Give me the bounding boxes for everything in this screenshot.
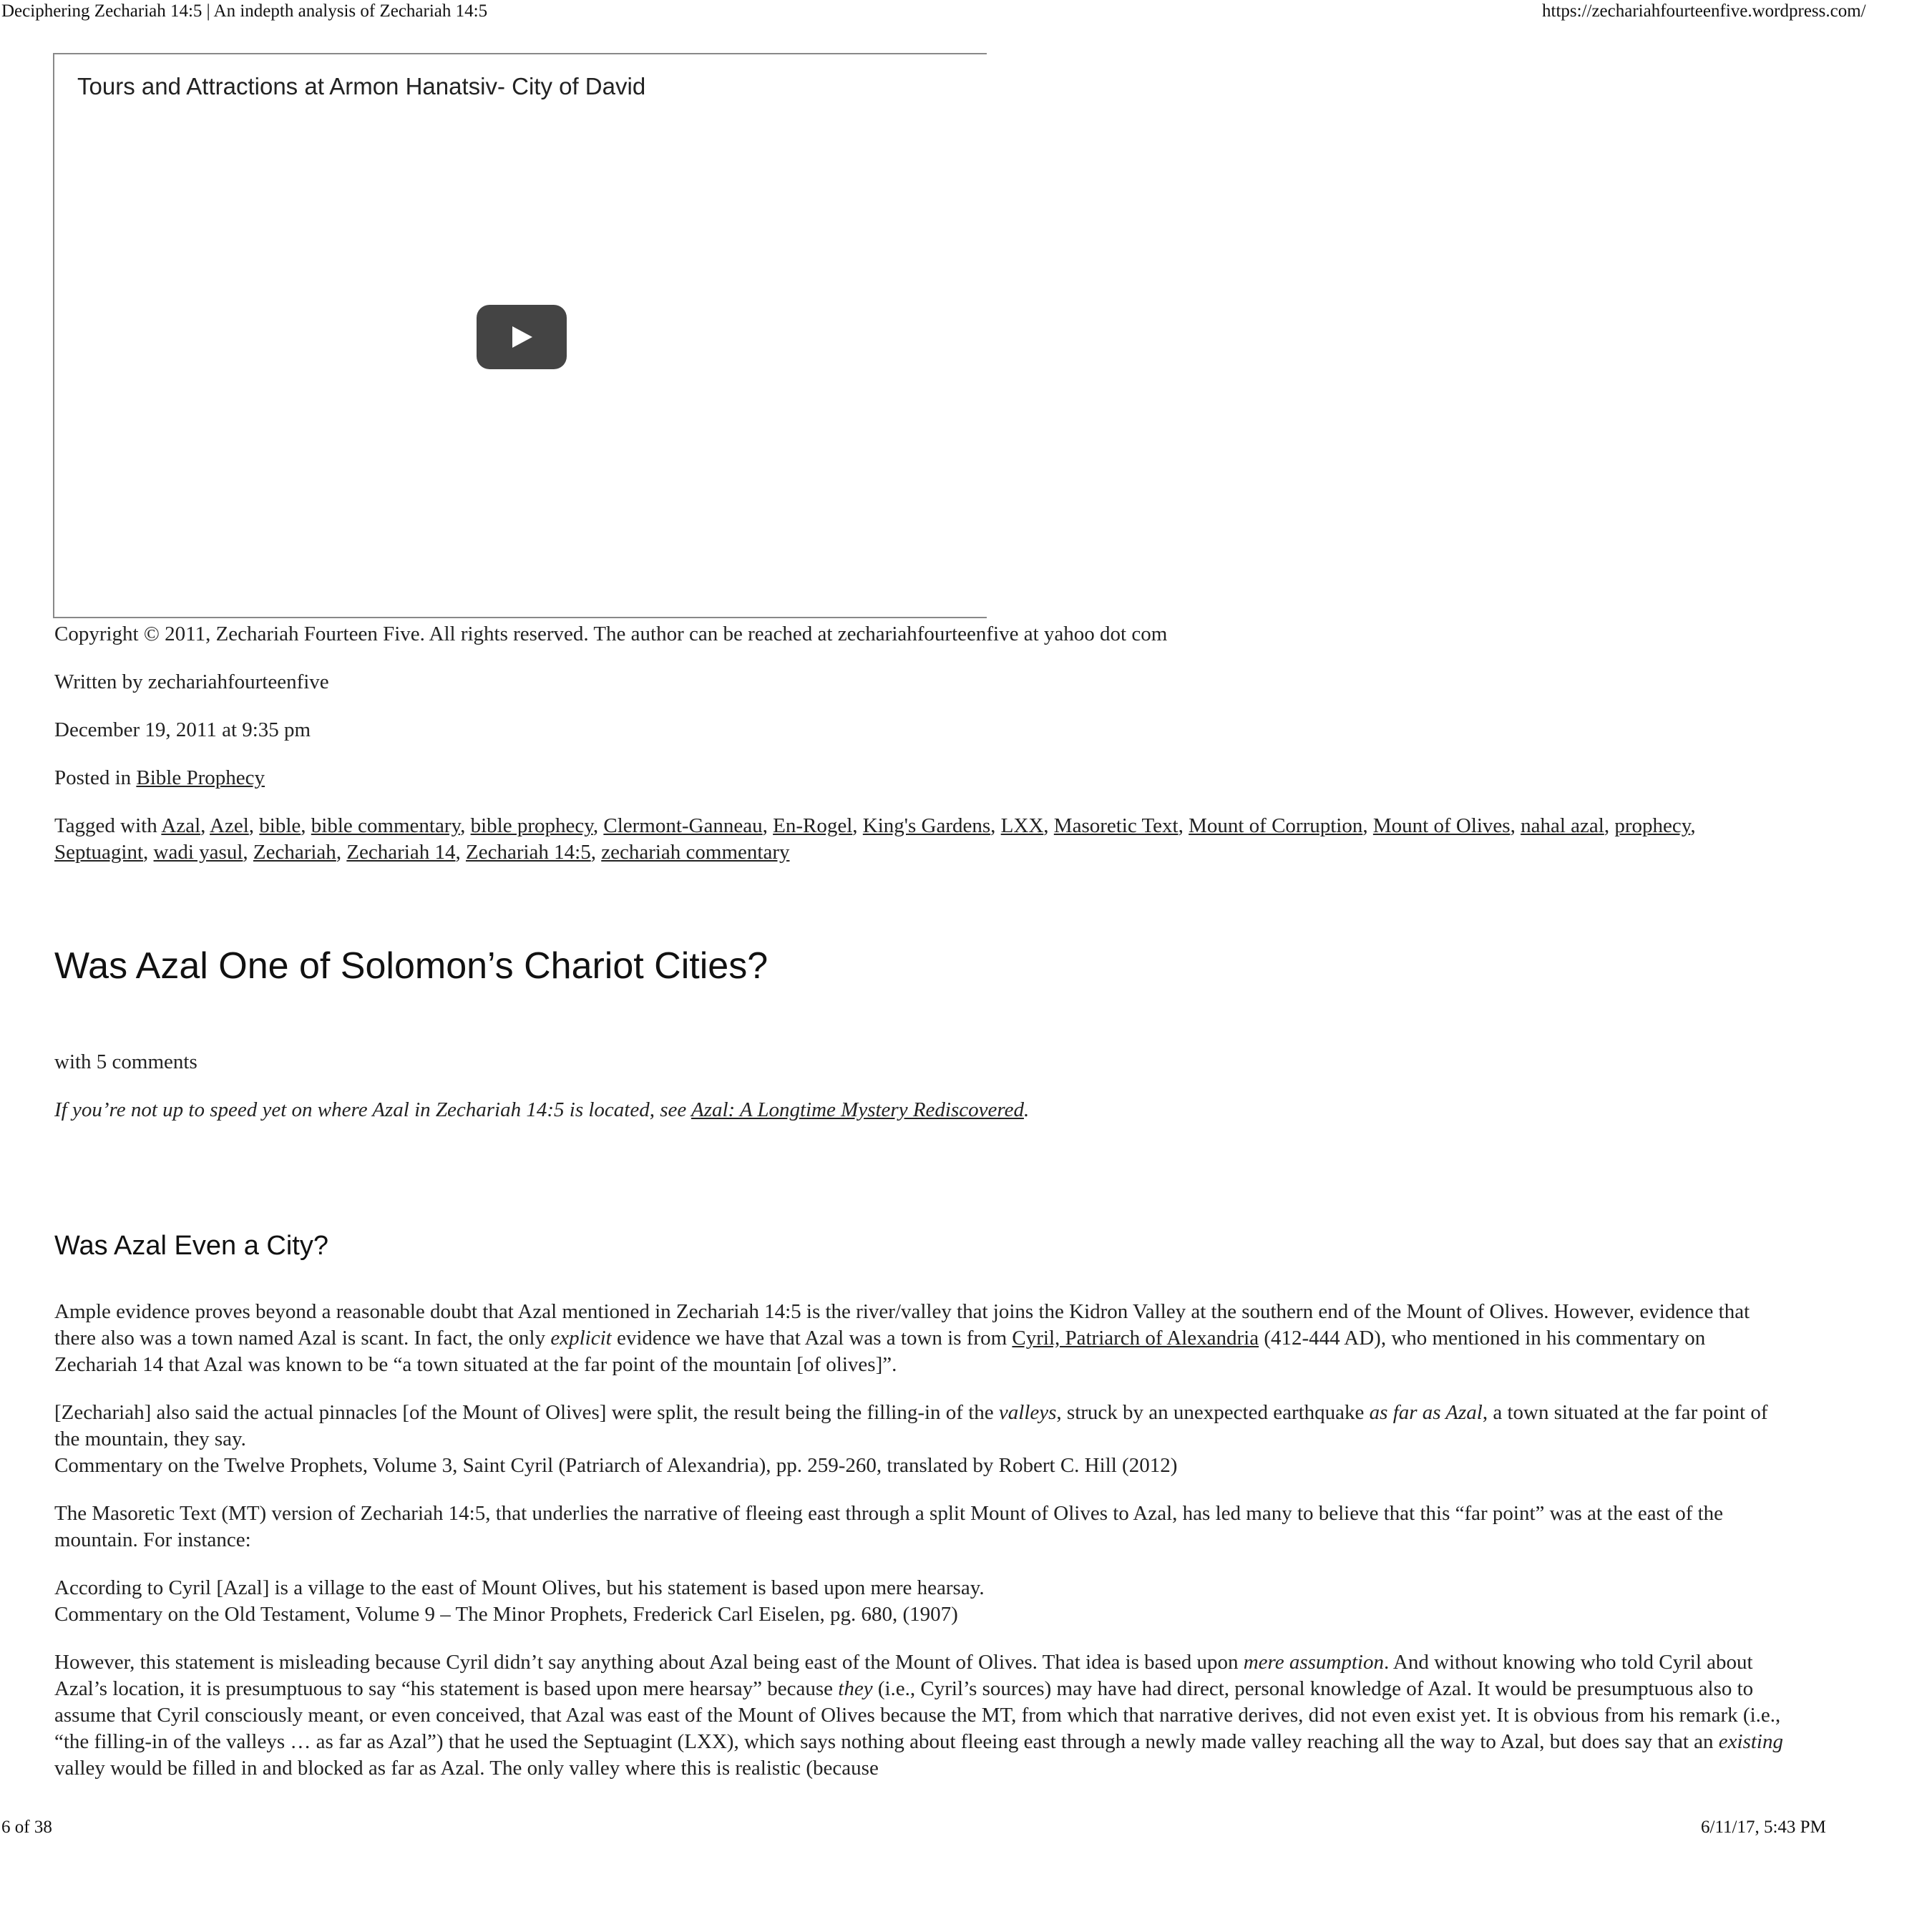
section-heading: Was Azal Even a City? — [54, 1231, 328, 1261]
print-header — [0, 1, 1932, 27]
q2-citation: Commentary on the Old Testament, Volume 9 – The Minor Prophets, Frederick Carl Eiselen, pg. 680, (1907) — [54, 1603, 958, 1626]
p1-text: Ample evidence proves beyond a reasonable doubt that Azal mentioned in Zechariah 14:5 is the river/valley that joins the Kidron Valley at the southern end of the Mount of Olives. However, evidence that there also was a town named Azal is scant. In fact, the only — [54, 1300, 1750, 1350]
tag-list: Azal, Azel, bible, bible commentary, bible prophecy, Clermont-Ganneau, En-Rogel, King's Gardens, LXX, Masoretic Text, Mount of Corruption, Mount of Olives, nahal azal, prophecy, Septuagint, wadi yasul, Zechariah, Zechariah 14, Zechariah 14:5, zechariah commentary — [54, 814, 1696, 864]
video-title[interactable]: Tours and Attractions at Armon Hanatsiv- City of David — [77, 73, 646, 99]
q1-text-3: , a town situated at the far point of the mountain, they say. — [54, 1401, 1768, 1450]
post-tags — [54, 813, 1786, 866]
tag-link[interactable]: prophecy — [1614, 814, 1691, 837]
tag-link[interactable]: Azel — [210, 814, 249, 837]
intro-link[interactable]: Azal: A Longtime Mystery Rediscovered — [691, 1098, 1024, 1121]
tag-link[interactable]: Masoretic Text — [1053, 814, 1179, 837]
tag-link[interactable]: Septuagint — [54, 841, 144, 864]
p3-text-2: . And without knowing who told Cyril about Azal’s location, it is presumptuous to say “his statement is based upon mere hearsay” because — [54, 1651, 1753, 1700]
tag-link[interactable]: Mount of Olives — [1372, 814, 1511, 837]
p1-text-2: evidence we have that Azal was a town is from — [611, 1327, 1013, 1350]
q1-text-2: , struck by an unexpected earthquake — [1056, 1401, 1370, 1424]
tag-link[interactable]: King's Gardens — [862, 814, 991, 837]
post-author: Written by zechariahfourteenfive — [54, 670, 329, 693]
blockquote-1 — [54, 1400, 1786, 1479]
cyril-link[interactable]: Cyril, Patriarch of Alexandria — [1012, 1327, 1259, 1350]
p1-emphasis: explicit — [550, 1327, 612, 1350]
intro-note — [54, 1097, 1029, 1123]
tag-link[interactable]: Zechariah — [253, 841, 336, 864]
tag-link[interactable]: Mount of Corruption — [1189, 814, 1363, 837]
blockquote-2 — [54, 1575, 1786, 1628]
print-page-url: https://zechariahfourteenfive.wordpress.com/ — [1542, 1, 1866, 21]
q2-text: According to Cyril [Azal] is a village to the east of Mount Olives, but his statement is based upon mere hearsay. — [54, 1576, 985, 1599]
paragraph-2: The Masoretic Text (MT) version of Zechariah 14:5, that underlies the narrative of fleeing east through a split Mount of Olives to Azal, has led many to believe that this “far point” was at the east of the mountain. For instance: — [54, 1502, 1724, 1551]
print-page-title: Deciphering Zechariah 14:5 | An indepth analysis of Zechariah 14:5 — [1, 1, 488, 21]
paragraph-1 — [54, 1299, 1786, 1378]
post-title[interactable]: Was Azal One of Solomon’s Chariot Cities? — [54, 945, 769, 987]
intro-text: If you’re not up to speed yet on where Azal in Zechariah 14:5 is located, see — [54, 1098, 691, 1121]
tag-link[interactable]: LXX — [1000, 814, 1044, 837]
q1-emphasis-1: valleys — [998, 1401, 1057, 1424]
tag-link[interactable]: Zechariah 14:5 — [465, 841, 591, 864]
tagged-with-label: Tagged with — [54, 814, 162, 837]
p3-text-3: (i.e., Cyril’s sources) may have had direct, personal knowledge of Azal. It would be presumptuous also to assume that Cyril consciously meant, or even conceived, that Azal was east of the Mount of Olives because the MT, from which that narrative derives, did not even exist yet. It is obvious from his remark (i.e., “the filling-in of the valleys … as far as Azal”) that he used the Septuagint (LXX), which says nothing about fleeing east through a newly made valley reaching all the way to Azal, but does say that an — [54, 1677, 1781, 1753]
p3-text-4: valley would be filled in and blocked as far as Azal. The only valley where this is realistic (because — [54, 1757, 879, 1780]
tag-link[interactable]: bible commentary — [311, 814, 461, 837]
tag-link[interactable]: bible — [259, 814, 301, 837]
p3-text: However, this statement is misleading because Cyril didn’t say anything about Azal being east of the Mount of Olives. That idea is based upon — [54, 1651, 1244, 1674]
tag-link[interactable]: nahal azal — [1521, 814, 1604, 837]
tag-link[interactable]: En-Rogel — [773, 814, 853, 837]
play-icon — [512, 326, 532, 348]
comments-link[interactable]: with 5 comments — [54, 1050, 197, 1073]
p3-emphasis-3: existing — [1718, 1730, 1783, 1753]
q1-text: [Zechariah] also said the actual pinnacles [of the Mount of Olives] were split, the result being the filling-in of the — [54, 1401, 999, 1424]
intro-end: . — [1023, 1098, 1030, 1121]
post-date: December 19, 2011 at 9:35 pm — [54, 718, 311, 741]
tag-link[interactable]: Clermont-Ganneau — [603, 814, 763, 837]
tag-link[interactable]: bible prophecy — [470, 814, 593, 837]
post-category — [54, 765, 265, 791]
tag-link[interactable]: wadi yasul — [153, 841, 243, 864]
print-datetime: 6/11/17, 5:43 PM — [1701, 1818, 1826, 1837]
paragraph-3 — [54, 1649, 1786, 1782]
copyright-notice: Copyright © 2011, Zechariah Fourteen Five. All rights reserved. The author can be reached at zechariahfourteenfive at yahoo dot com — [54, 623, 1168, 645]
p3-emphasis-1: mere assumption — [1243, 1651, 1384, 1674]
p3-emphasis-2: they — [838, 1677, 873, 1700]
q1-citation: Commentary on the Twelve Prophets, Volume 3, Saint Cyril (Patriarch of Alexandria), pp. 259-260, translated by Robert C. Hill (2012) — [54, 1454, 1178, 1477]
video-embed[interactable] — [53, 53, 987, 618]
p1-text-3: (412-444 AD), who mentioned in his commentary on Zechariah 14 that Azal was known to be “a town situated at the far point of the mountain [of olives]”. — [54, 1327, 1706, 1376]
tag-link[interactable]: Azal — [161, 814, 201, 837]
play-button[interactable] — [477, 305, 567, 369]
print-footer — [0, 1818, 1932, 1843]
tag-link[interactable]: Zechariah 14 — [346, 841, 456, 864]
posted-in-label: Posted in — [54, 766, 137, 789]
tag-link[interactable]: zechariah commentary — [601, 841, 790, 864]
page-number: 6 of 38 — [1, 1818, 52, 1837]
q1-emphasis-2: as far as Azal — [1369, 1401, 1483, 1424]
category-link[interactable]: Bible Prophecy — [136, 766, 265, 789]
